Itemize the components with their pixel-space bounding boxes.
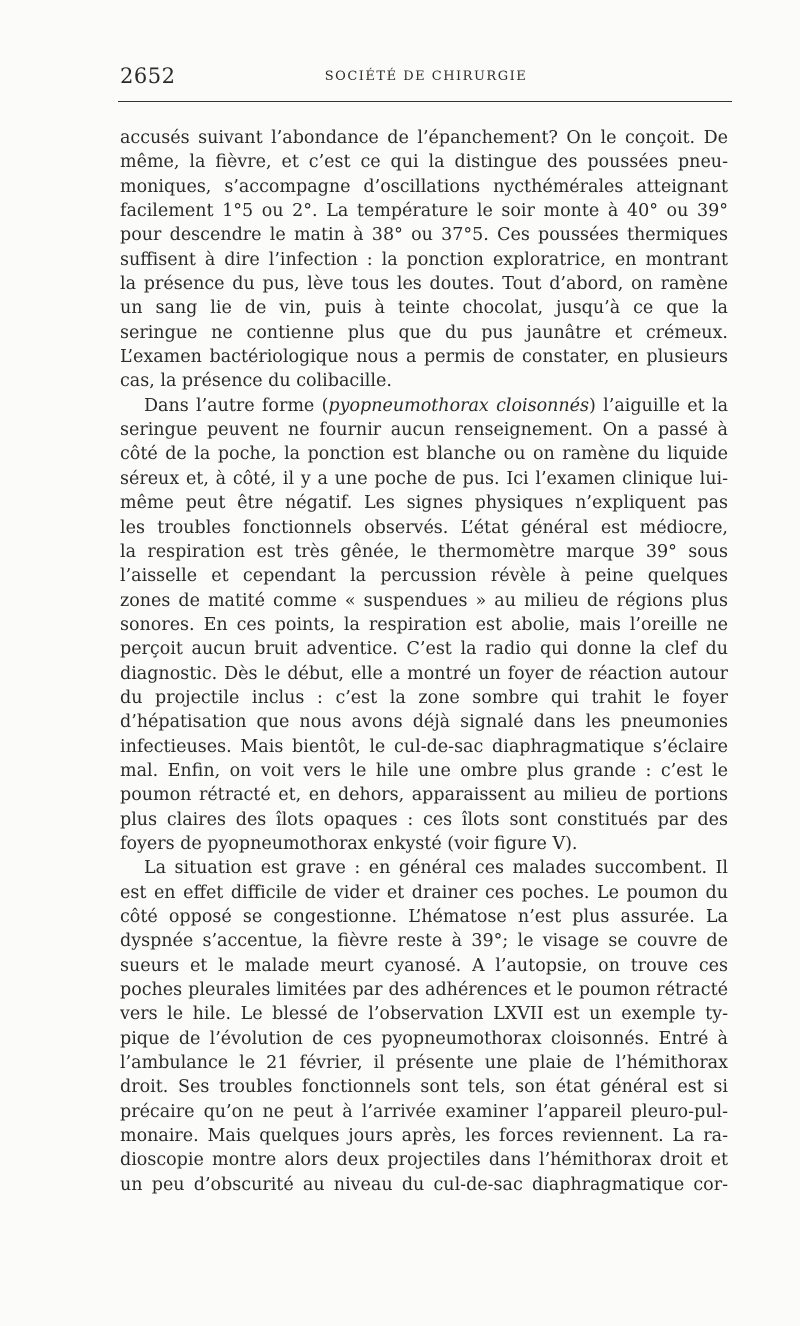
page-number: 2652 xyxy=(120,64,176,88)
text-line: côté de la poche, la ponction est blanche ou on ramène du liquide xyxy=(120,444,728,465)
text-line: la présence du pus, lève tous les doutes. Tout d’abord, on ramène xyxy=(120,274,728,295)
italic-term: pyopneumothorax cloisonnés xyxy=(328,395,590,416)
text-line: diagnostic. Dès le début, elle a montré un foyer de réaction autour xyxy=(120,663,728,684)
text-line: séreux et, à côté, il y a une poche de pus. Ici l’examen clinique lui- xyxy=(120,468,728,489)
text-line: plus claires des îlots opaques : ces îlots sont constitués par des xyxy=(120,809,728,830)
text-line xyxy=(120,394,728,418)
running-title: SOCIÉTÉ DE CHIRURGIE xyxy=(324,69,528,84)
text-line: sonores. En ces points, la respiration est abolie, mais l’oreille ne xyxy=(120,614,728,635)
text-line: précaire qu’on ne peut à l’arrivée examiner l’appareil pleuro-pul- xyxy=(120,1101,728,1122)
text-line: suffisent à dire l’infection : la ponction exploratrice, en montrant xyxy=(120,249,728,270)
body-text xyxy=(120,126,728,1197)
text-line: zones de matité comme « suspendues » au milieu de régions plus xyxy=(120,590,728,611)
text-line: perçoit aucun bruit adventice. C’est la radio qui donne la clef du xyxy=(120,639,728,660)
text-line: la respiration est très gênée, le thermomètre marque 39° sous xyxy=(120,541,728,562)
text-line: infectieuses. Mais bientôt, le cul-de-sac diaphragmatique s’éclaire xyxy=(120,736,728,757)
text-line: L’examen bactériologique nous a permis de constater, en plusieurs xyxy=(120,347,728,368)
header-rule xyxy=(118,101,732,102)
text-line: accusés suivant l’abondance de l’épanchement? On le conçoit. De xyxy=(120,128,728,148)
text-line: un peu d’obscurité au niveau du cul-de-sac diaphragmatique cor- xyxy=(120,1174,728,1195)
text-segment: Dans l’autre forme ( xyxy=(144,395,329,416)
text-line: poumon rétracté et, en dehors, apparaissent au milieu de portions xyxy=(120,785,728,806)
text-line: La situation est grave : en général ces malades succombent. Il xyxy=(144,858,728,879)
text-line: est en effet difficile de vider et drainer ces poches. Le poumon du xyxy=(120,882,728,903)
text-line: côté opposé se congestionne. L’hématose n’est plus assurée. La xyxy=(120,907,728,927)
text-line: cas, la présence du colibacille. xyxy=(120,371,392,392)
text-line: mal. Enfin, on voit vers le hile une ombre plus grande : c’est le xyxy=(120,760,728,781)
text-line: foyers de pyopneumothorax enkysté (voir figure V). xyxy=(120,833,578,854)
text-line: l’ambulance le 21 février, il présente une plaie de l’hémithorax xyxy=(120,1053,728,1074)
text-line: seringue ne contienne plus que du pus jaunâtre et crémeux. xyxy=(120,322,728,343)
text-line: monaire. Mais quelques jours après, les forces reviennent. La ra- xyxy=(120,1126,728,1147)
text-line: les troubles fonctionnels observés. L’état général est médiocre, xyxy=(120,517,728,538)
text-line: dyspnée s’accentue, la fièvre reste à 39°; le visage se couvre de xyxy=(120,931,728,952)
text-line: dioscopie montre alors deux projectiles dans l’hémithorax droit et xyxy=(120,1150,728,1171)
text-line: même peut être négatif. Les signes physiques n’expliquent pas xyxy=(120,493,728,514)
text-line: du projectile inclus : c’est la zone sombre qui trahit le foyer xyxy=(120,687,728,708)
text-line: pour descendre le matin à 38° ou 37°5. Ces poussées thermiques xyxy=(120,225,728,246)
text-line: pique de l’évolution de ces pyopneumothorax cloisonnés. Entré à xyxy=(120,1028,728,1049)
text-line: seringue peuvent ne fournir aucun renseignement. On a passé à xyxy=(120,420,728,441)
page-header xyxy=(120,64,732,92)
text-line: d’hépatisation que nous avons déjà signalé dans les pneumonies xyxy=(120,712,728,733)
text-line: même, la fièvre, et c’est ce qui la distingue des poussées pneu- xyxy=(120,152,728,173)
text-line: droit. Ses troubles fonctionnels sont tels, son état général est si xyxy=(120,1077,728,1098)
text-line: vers le hile. Le blessé de l’observation LXVII est un exemple ty- xyxy=(120,1004,728,1025)
text-line: sueurs et le malade meurt cyanosé. A l’autopsie, on trouve ces xyxy=(120,955,728,976)
text-line: l’aisselle et cependant la percussion révèle à peine quelques xyxy=(120,566,728,587)
text-segment: ) l’aiguille et la xyxy=(589,395,729,416)
text-line: moniques, s’accompagne d’oscillations nycthémérales atteignant xyxy=(120,176,728,197)
text-line: facilement 1°5 ou 2°. La température le soir monte à 40° ou 39° xyxy=(120,201,728,222)
text-line: un sang lie de vin, puis à teinte chocolat, jusqu’à ce que la xyxy=(120,298,728,319)
text-line: poches pleurales limitées par des adhérences et le poumon rétracté xyxy=(120,980,728,1001)
